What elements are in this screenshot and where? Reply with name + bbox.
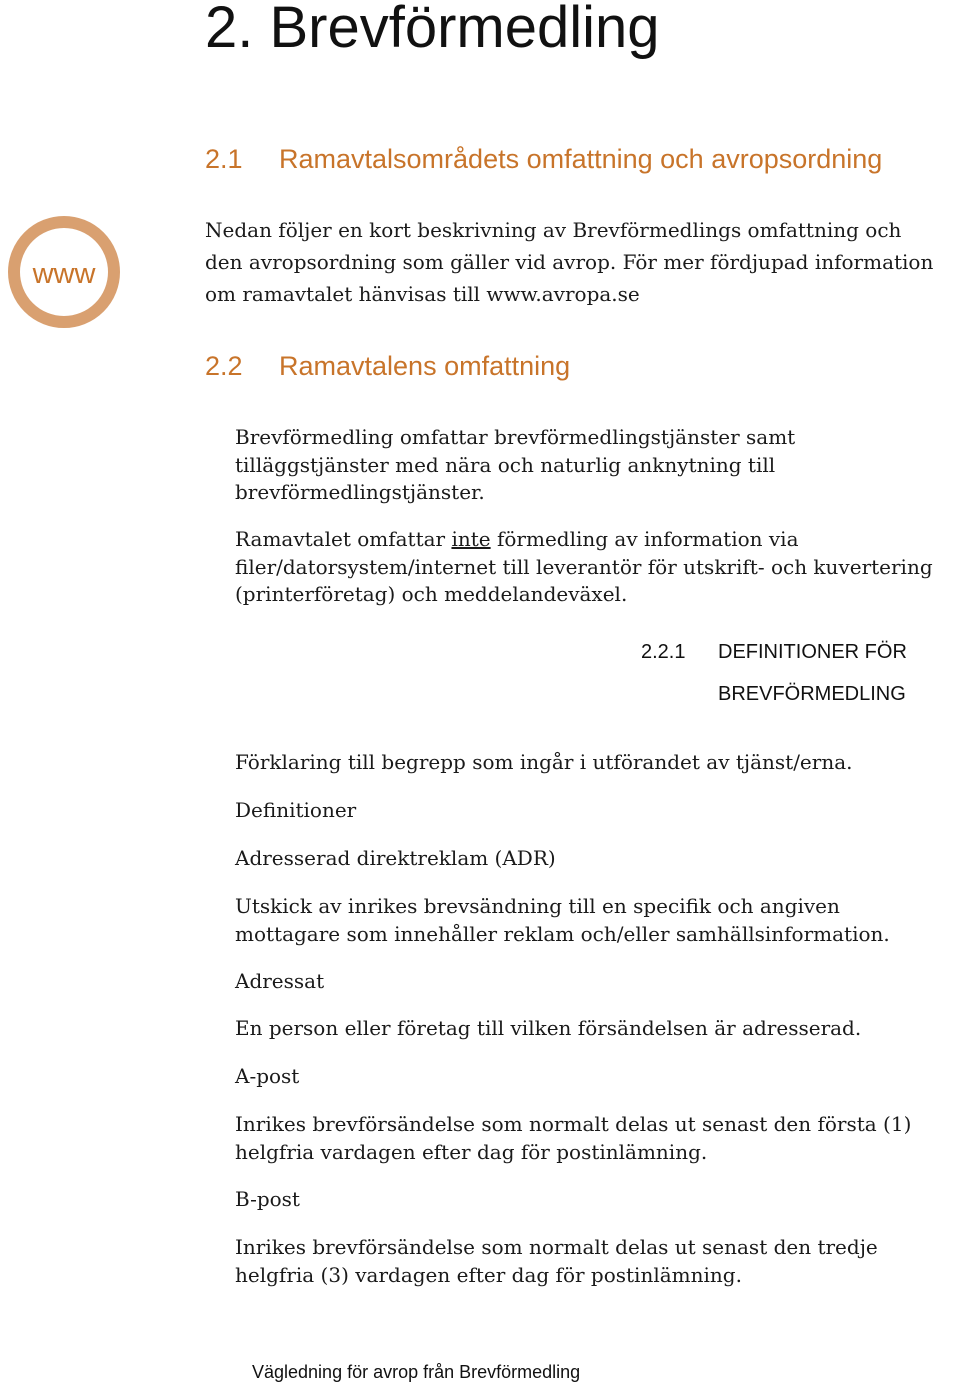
section-2-2-1-heading-line-1: DEFINITIONER FÖR bbox=[718, 641, 907, 663]
text-line: Inrikes brevförsändelse som normalt delas ut senast den tredje bbox=[235, 1235, 878, 1259]
text-line bbox=[235, 526, 933, 554]
section-2-1-heading bbox=[205, 144, 882, 175]
section-2-2-heading bbox=[205, 351, 570, 382]
definitions-label bbox=[235, 797, 356, 825]
term-title bbox=[235, 1186, 300, 1214]
term-title bbox=[235, 968, 324, 996]
text-run: förmedling av information via bbox=[490, 527, 799, 551]
www-label: www bbox=[32, 258, 96, 290]
text-line: (printerföretag) och meddelandeväxel. bbox=[235, 582, 628, 606]
section-number: 2.1 bbox=[205, 144, 243, 174]
term-definition bbox=[235, 1234, 878, 1289]
text-line: Brevförmedling omfattar brevförmedlingstjänster samt bbox=[235, 425, 796, 449]
term-definition bbox=[235, 1015, 861, 1043]
text-line: Nedan följer en kort beskrivning av Brevförmedlings omfattning och bbox=[205, 218, 902, 242]
term-definition bbox=[235, 893, 890, 948]
text-line: Definitioner bbox=[235, 798, 357, 822]
section-number: 2.2 bbox=[205, 351, 243, 381]
text-line: Förklaring till begrepp som ingår i utförandet av tjänst/erna. bbox=[235, 750, 853, 774]
www-icon bbox=[7, 215, 121, 329]
section-2-2-1-heading-line-2: BREVFÖRMEDLING bbox=[718, 683, 906, 705]
text-line: brevförmedlingstjänster. bbox=[235, 480, 485, 504]
definitions-intro bbox=[235, 749, 853, 777]
term-definition bbox=[235, 1111, 911, 1166]
text-line: filer/datorsystem/internet till leverantör för utskrift- och kuvertering bbox=[235, 554, 933, 579]
text-line: helgfria (3) vardagen efter dag för postinlämning. bbox=[235, 1262, 742, 1287]
page-title: 2. Brevförmedling bbox=[205, 0, 660, 60]
text-line: Inrikes brevförsändelse som normalt delas ut senast den första (1) bbox=[235, 1112, 912, 1136]
section-title: Ramavtalens omfattning bbox=[279, 351, 571, 381]
text-line: A-post bbox=[235, 1064, 300, 1088]
text-line: mottagare som innehåller reklam och/eller samhällsinformation. bbox=[235, 921, 890, 946]
text-run: Ramavtalet omfattar bbox=[235, 527, 452, 551]
text-line: om ramavtalet hänvisas till www.avropa.se bbox=[205, 282, 640, 306]
underlined-word: inte bbox=[451, 527, 491, 551]
text-line: Utskick av inrikes brevsändning till en specifik och angiven bbox=[235, 894, 840, 918]
section-title: Ramavtalsområdets omfattning och avropsordning bbox=[279, 144, 883, 174]
section-2-2-paragraph-1 bbox=[235, 424, 795, 507]
text-line: tilläggstjänster med nära och naturlig anknytning till bbox=[235, 452, 776, 477]
text-line: B-post bbox=[235, 1187, 300, 1211]
section-2-2-1-number: 2.2.1 bbox=[641, 641, 686, 663]
text-line: den avropsordning som gäller vid avrop. För mer fördjupad information bbox=[205, 250, 934, 274]
page-footer: Vägledning för avrop från Brevförmedling bbox=[252, 1362, 581, 1382]
term-title bbox=[235, 845, 556, 873]
term-title bbox=[235, 1063, 299, 1091]
text-line: Adresserad direktreklam (ADR) bbox=[235, 846, 556, 870]
section-2-2-paragraph-2 bbox=[235, 526, 933, 609]
text-line: En person eller företag till vilken försändelsen är adresserad. bbox=[235, 1016, 862, 1040]
section-2-1-text bbox=[205, 214, 933, 310]
text-line: helgfria vardagen efter dag för postinlämning. bbox=[235, 1139, 708, 1164]
text-line: Adressat bbox=[235, 969, 325, 993]
